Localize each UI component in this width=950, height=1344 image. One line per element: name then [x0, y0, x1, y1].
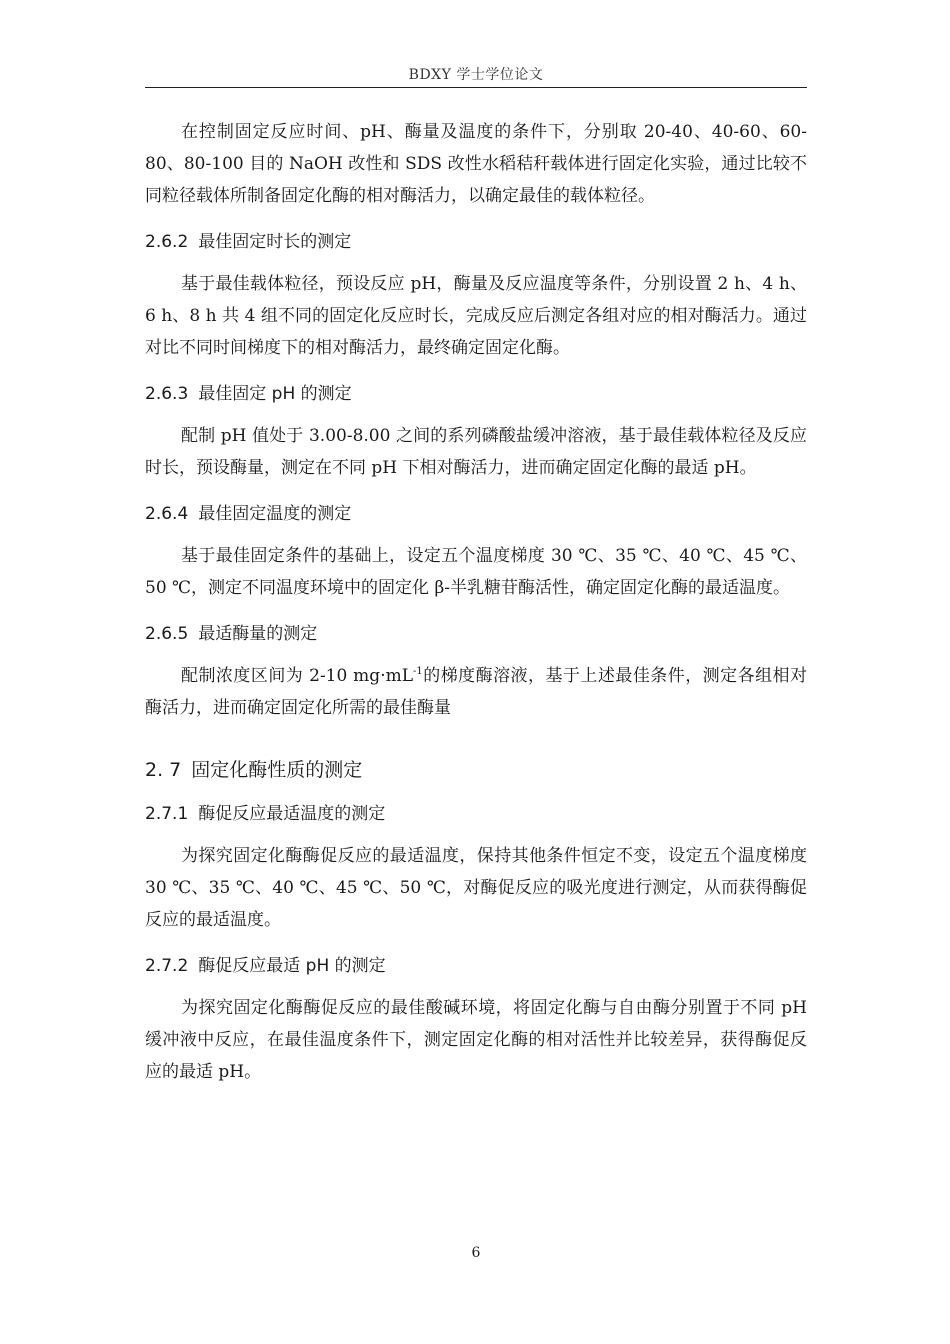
paragraph-optimal-ph: 为探究固定化酶酶促反应的最佳酸碱环境，将固定化酶与自由酶分别置于不同 pH 缓冲液中反应，在最佳温度条件下，测定固定化酶的相对活性并比较差异，获得酶促反应的最适 pH。	[145, 998, 807, 1082]
heading-text: 酶促反应最适温度的测定	[198, 804, 386, 824]
heading-2-7-2	[145, 950, 807, 982]
paragraph-text: 的梯度酶溶液，基于上述最佳条件，测定各组相对酶活力，进而确定固定化所需的最佳酶量	[145, 666, 807, 718]
paragraph-carrier-size: 在控制固定反应时间、pH、酶量及温度的条件下，分别取 20-40、40-60、60-80、80-100 目的 NaOH 改性和 SDS 改性水稻秸秆载体进行固定化实验，通过比较不同粒径载体所制备固定化酶的相对酶活力，以确定最佳的载体粒径。	[145, 122, 807, 206]
paragraph-fixation-ph: 配制 pH 值处于 3.00-8.00 之间的系列磷酸盐缓冲溶液，基于最佳载体粒径及反应时长，预设酶量，测定在不同 pH 下相对酶活力，进而确定固定化酶的最适 pH。	[145, 426, 807, 478]
paragraph-text: 配制浓度区间为 2-10 mg·mL	[181, 666, 414, 686]
heading-text: 最佳固定时长的测定	[198, 232, 352, 252]
running-header: BDXY 学士学位论文	[408, 67, 544, 83]
heading-text: 酶促反应最适 pH 的测定	[198, 956, 386, 976]
heading-number: 2.6.4	[145, 504, 189, 524]
heading-number: 2.6.2	[145, 232, 189, 252]
heading-2-6-3	[145, 378, 807, 410]
paragraph-fixation-time: 基于最佳载体粒径，预设反应 pH，酶量及反应温度等条件，分别设置 2 h、4 h、6 h、8 h 共 4 组不同的固定化反应时长，完成反应后测定各组对应的相对酶活力。通过对比不同时间梯度下的相对酶活力，最终确定固定化酶。	[145, 274, 807, 358]
heading-number: 2. 7	[145, 759, 182, 781]
heading-2-6-2	[145, 226, 807, 258]
heading-2-6-4	[145, 498, 807, 530]
heading-number: 2.6.5	[145, 624, 189, 644]
superscript: -1	[413, 666, 423, 677]
heading-number: 2.7.1	[145, 804, 189, 824]
paragraph-enzyme-amount	[145, 660, 807, 724]
heading-text: 最佳固定温度的测定	[198, 504, 352, 524]
heading-text: 固定化酶性质的测定	[191, 759, 363, 781]
document-body	[145, 116, 807, 1088]
heading-2-7	[145, 754, 807, 786]
heading-text: 最适酶量的测定	[198, 624, 318, 644]
heading-2-6-5	[145, 618, 807, 650]
page-number: 6	[471, 1245, 481, 1261]
header-divider	[145, 87, 807, 88]
heading-2-7-1	[145, 798, 807, 830]
heading-number: 2.6.3	[145, 384, 189, 404]
paragraph-fixation-temperature: 基于最佳固定条件的基础上，设定五个温度梯度 30 ℃、35 ℃、40 ℃、45 ℃、50 ℃，测定不同温度环境中的固定化 β-半乳糖苷酶活性，确定固定化酶的最适温度。	[145, 546, 807, 598]
heading-text: 最佳固定 pH 的测定	[198, 384, 352, 404]
heading-number: 2.7.2	[145, 956, 189, 976]
paragraph-optimal-temperature: 为探究固定化酶酶促反应的最适温度，保持其他条件恒定不变，设定五个温度梯度 30 ℃、35 ℃、40 ℃、45 ℃、50 ℃，对酶促反应的吸光度进行测定，从而获得酶促反应的最适温度。	[145, 846, 807, 930]
